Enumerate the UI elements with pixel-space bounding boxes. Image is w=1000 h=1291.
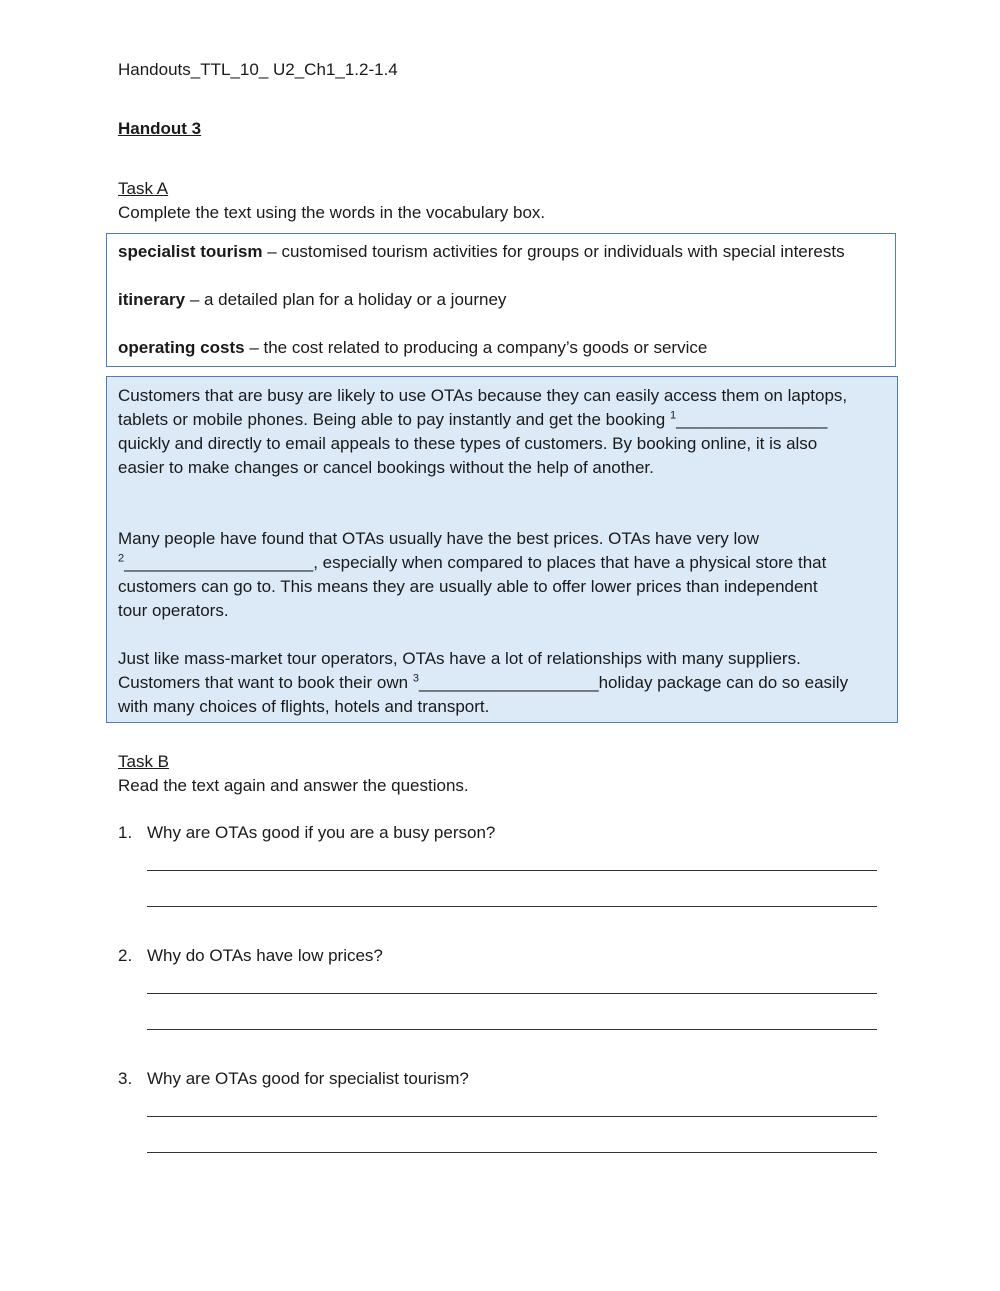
vocab-definition: – the cost related to producing a company’s goods or service bbox=[244, 338, 708, 357]
blank-2[interactable]: ____________________ bbox=[124, 553, 314, 572]
vocab-entry-itinerary bbox=[118, 288, 506, 312]
text-segment: holiday package can do so easily bbox=[598, 673, 849, 692]
text-line bbox=[118, 671, 890, 695]
blank-1[interactable]: ________________ bbox=[676, 410, 828, 429]
blank-number-3: 3 bbox=[412, 672, 419, 685]
vocab-term: specialist tourism bbox=[118, 242, 263, 261]
question-3-text: Why are OTAs good for specialist tourism? bbox=[147, 1069, 469, 1088]
text-line: Customers that are busy are likely to use OTAs because they can easily access them on laptops, bbox=[118, 386, 848, 405]
text-segment: tablets or mobile phones. Being able to pay instantly and get the booking bbox=[118, 410, 670, 429]
question-1-number: 1. bbox=[118, 823, 133, 842]
text-line: tour operators. bbox=[118, 601, 229, 620]
text-line: with many choices of flights, hotels and transport. bbox=[118, 697, 490, 716]
question-3-number: 3. bbox=[118, 1069, 133, 1088]
task-a-instruction: Complete the text using the words in the vocabulary box. bbox=[118, 203, 546, 222]
task-b-instruction: Read the text again and answer the questions. bbox=[118, 776, 469, 795]
text-line bbox=[118, 551, 890, 575]
text-line: customers can go to. This means they are usually able to offer lower prices than independent bbox=[118, 577, 818, 596]
text-line: Many people have found that OTAs usually have the best prices. OTAs have very low bbox=[118, 529, 759, 548]
answer-line-2b[interactable] bbox=[147, 1029, 877, 1030]
blank-3[interactable]: ___________________ bbox=[418, 673, 599, 692]
text-line bbox=[118, 408, 890, 432]
answer-line-1a[interactable] bbox=[147, 870, 877, 871]
question-2-number: 2. bbox=[118, 946, 133, 965]
text-line: quickly and directly to email appeals to these types of customers. By booking online, it is also bbox=[118, 434, 818, 453]
blank-number-2: 2 bbox=[118, 552, 125, 565]
answer-line-3b[interactable] bbox=[147, 1152, 877, 1153]
answer-line-2a[interactable] bbox=[147, 993, 877, 994]
question-2-text: Why do OTAs have low prices? bbox=[147, 946, 383, 965]
text-line: easier to make changes or cancel bookings without the help of another. bbox=[118, 458, 654, 477]
vocab-entry-specialist-tourism bbox=[118, 240, 845, 264]
document-id: Handouts_TTL_10_ U2_Ch1_1.2-1.4 bbox=[118, 60, 398, 79]
vocabulary-box bbox=[106, 233, 896, 367]
text-segment: , especially when compared to places that have a physical store that bbox=[313, 553, 827, 572]
blank-number-1: 1 bbox=[669, 409, 677, 422]
reading-text-box bbox=[106, 376, 898, 723]
answer-line-1b[interactable] bbox=[147, 906, 877, 907]
paragraph-3 bbox=[118, 647, 890, 719]
paragraph-1 bbox=[118, 384, 890, 480]
vocab-term: operating costs bbox=[118, 338, 245, 357]
vocab-entry-operating-costs bbox=[118, 336, 707, 360]
answer-line-3a[interactable] bbox=[147, 1116, 877, 1117]
paragraph-2 bbox=[118, 527, 890, 623]
task-a-heading: Task A bbox=[118, 179, 169, 198]
task-b-heading: Task B bbox=[118, 752, 170, 771]
vocab-term: itinerary bbox=[118, 290, 186, 309]
handout-title: Handout 3 bbox=[118, 119, 202, 138]
text-line: Just like mass-market tour operators, OTAs have a lot of relationships with many suppliers. bbox=[118, 649, 801, 668]
question-1-text: Why are OTAs good if you are a busy person? bbox=[147, 823, 496, 842]
text-segment: Customers that want to book their own bbox=[118, 673, 413, 692]
vocab-definition: – a detailed plan for a holiday or a journey bbox=[185, 290, 507, 309]
vocab-definition: – customised tourism activities for groups or individuals with special interests bbox=[262, 242, 845, 261]
